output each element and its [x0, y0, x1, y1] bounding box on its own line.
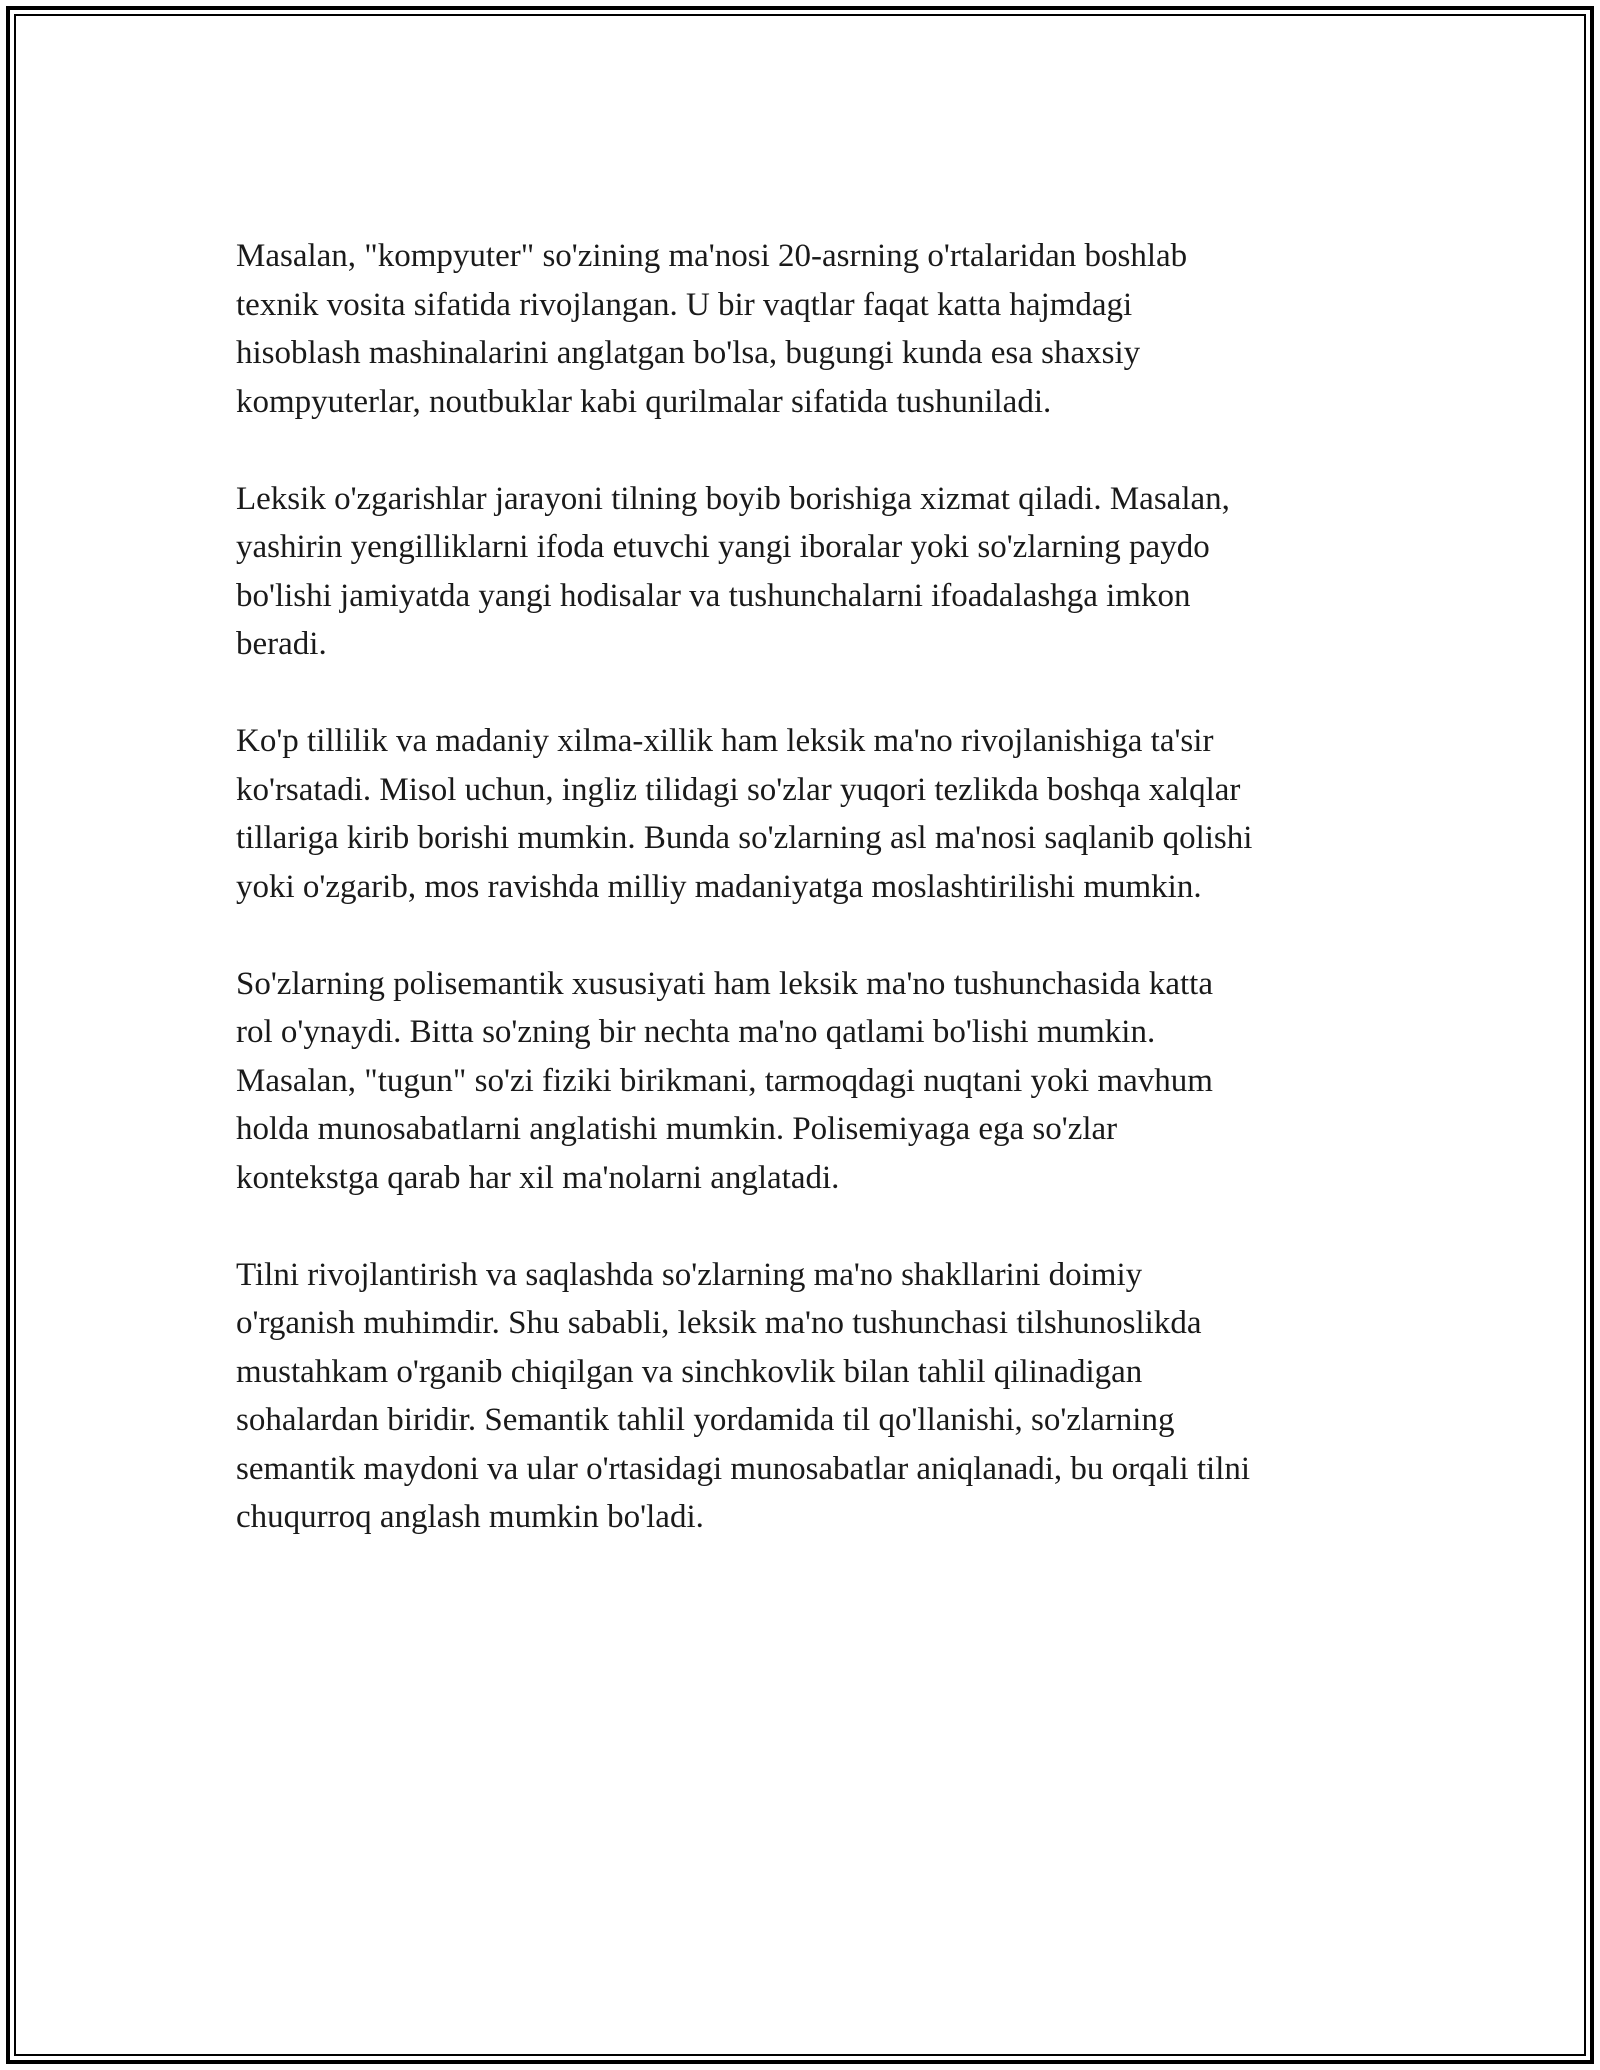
text-line: hisoblash mashinalarini anglatgan bo'lsa, bugungi kunda esa shaxsiy — [236, 335, 1141, 371]
paragraph-2 — [236, 475, 1386, 669]
text-line: yoki o'zgarib, mos ravishda milliy madaniyatga moslashtirilishi mumkin. — [236, 868, 1202, 905]
text-line: sohalardan biridir. Semantik tahlil yordamida til qo'llanishi, so'zlarning — [236, 1402, 1175, 1438]
text-line: ko'rsatadi. Misol uchun, ingliz tilidagi so'zlar yuqori tezlikda boshqa xalqlar — [236, 771, 1241, 808]
text-line: chuqurroq anglash mumkin bo'ladi. — [236, 1499, 704, 1535]
document-body — [236, 232, 1386, 1590]
text-line: Leksik o'zgarishlar jarayoni tilning boyib borishiga xizmat qiladi. Masalan, — [236, 480, 1230, 517]
text-line: So'zlarning polisemantik xususiyati ham leksik ma'no tushunchasida katta — [236, 965, 1213, 1002]
text-line: Masalan, "tugun" so'zi fiziki birikmani, tarmoqdagi nuqtani yoki mavhum — [236, 1062, 1213, 1099]
paragraph-4 — [236, 960, 1386, 1203]
text-line: beradi. — [236, 626, 327, 662]
paragraph-3 — [236, 717, 1386, 911]
text-line: kontekstga qarab har xil ma'nolarni anglatadi. — [236, 1159, 840, 1196]
text-line: kompyuterlar, noutbuklar kabi qurilmalar sifatida tushuniladi. — [236, 383, 1052, 420]
text-line: o'rganish muhimdir. Shu sababli, leksik ma'no tushunchasi tilshunoslikda — [236, 1305, 1202, 1341]
text-line: bo'lishi jamiyatda yangi hodisalar va tushunchalarni ifoadalashga imkon — [236, 577, 1191, 614]
text-line: rol o'ynaydi. Bitta so'zning bir nechta ma'no qatlami bo'lishi mumkin. — [236, 1014, 1156, 1050]
text-line: yashirin yengilliklarni ifoda etuvchi yangi iboralar yoki so'zlarning paydo — [236, 529, 1210, 565]
paragraph-5 — [236, 1251, 1386, 1542]
text-line: Tilni rivojlantirish va saqlashda so'zlarning ma'no shakllarini doimiy — [236, 1256, 1143, 1293]
text-line: mustahkam o'rganib chiqilgan va sinchkovlik bilan tahlil qilinadigan — [236, 1353, 1143, 1390]
text-line: holda munosabatlarni anglatishi mumkin. Polisemiyaga ega so'zlar — [236, 1111, 1118, 1147]
paragraph-1 — [236, 232, 1386, 426]
text-line: tillariga kirib borishi mumkin. Bunda so'zlarning asl ma'nosi saqlanib qolishi — [236, 820, 1253, 856]
text-line: texnik vosita sifatida rivojlangan. U bir vaqtlar faqat katta hajmdagi — [236, 286, 1133, 323]
text-line: Masalan, "kompyuter" so'zining ma'nosi 20-asrning o'rtalaridan boshlab — [236, 238, 1188, 274]
text-line: Ko'p tillilik va madaniy xilma-xillik ham leksik ma'no rivojlanishiga ta'sir — [236, 723, 1214, 759]
text-line: semantik maydoni va ular o'rtasidagi munosabatlar aniqlanadi, bu orqali tilni — [236, 1450, 1251, 1487]
